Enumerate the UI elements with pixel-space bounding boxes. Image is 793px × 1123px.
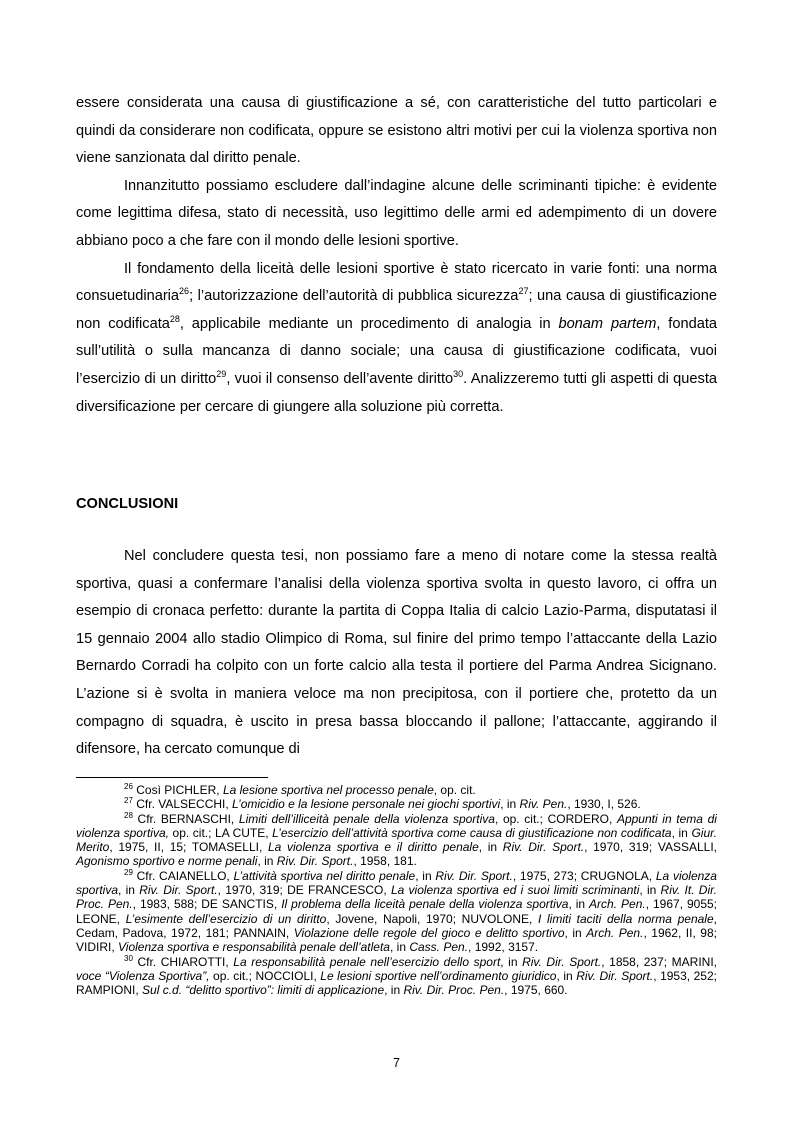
body-text bbox=[76, 90, 717, 421]
italic-run: bonam partem bbox=[558, 315, 657, 332]
italic-run: Riv. Dir. Proc. Pen. bbox=[403, 983, 505, 998]
italic-run: L’esercizio dell’attività sportiva come causa di giustificazione non codificata bbox=[272, 825, 672, 840]
footnote-number: 28 bbox=[124, 810, 133, 820]
italic-run: Giur. Merito bbox=[76, 825, 717, 855]
italic-run: Arch. Pen. bbox=[589, 897, 646, 912]
footnote-separator bbox=[76, 777, 268, 778]
footnote-26 bbox=[76, 783, 717, 797]
text-run: , in bbox=[639, 883, 661, 898]
footnote-number: 26 bbox=[124, 782, 133, 791]
text-run: , in bbox=[118, 883, 140, 898]
italic-run: I limiti taciti della norma penale bbox=[538, 911, 714, 926]
text-run: Cfr. CAIANELLO, bbox=[132, 868, 234, 883]
text-run: , in bbox=[415, 868, 436, 883]
text-run: , in bbox=[257, 854, 277, 869]
text-run: Cfr. BERNASCHI, bbox=[132, 811, 239, 826]
text-run: , 1992, 3157. bbox=[468, 940, 539, 955]
text-run: , applicabile mediante un procedimento di analogia in bbox=[179, 315, 559, 332]
footnote-ref-29[interactable]: 29 bbox=[216, 368, 227, 379]
italic-run: La responsabilità penale nell’esercizio dello sport bbox=[233, 954, 501, 969]
footnote-ref-27[interactable]: 27 bbox=[518, 286, 529, 297]
italic-run: L’attività sportiva nel diritto penale bbox=[233, 868, 416, 883]
footnotes bbox=[76, 783, 717, 997]
text-run: Cfr. VALSECCHI, bbox=[132, 797, 233, 812]
italic-run: Riv. Dir. Sport. bbox=[139, 883, 218, 898]
italic-run: La violenza sportiva ed i suoi limiti scriminanti bbox=[390, 883, 640, 898]
text-run: , 1975, II, 15; TOMASELLI, bbox=[109, 840, 268, 855]
conclusion-text bbox=[76, 543, 717, 764]
italic-run: Appunti in tema di violenza sportiva, bbox=[76, 811, 717, 840]
text-run: , 1970, 319; DE FRANCESCO, bbox=[217, 883, 391, 898]
text-run: , 1930, I, 526. bbox=[567, 797, 641, 812]
italic-run: Violenza sportiva e responsabilità penale dell’atleta bbox=[118, 940, 390, 955]
text-run: Così PICHLER, bbox=[132, 783, 223, 797]
text-run: , 1967, 9055; LEONE, bbox=[76, 897, 718, 926]
text-run: , 1975, 660. bbox=[504, 983, 568, 998]
text-run: , vuoi il consenso dell’avente diritto bbox=[226, 370, 454, 387]
text-run: , in bbox=[564, 925, 587, 940]
text-run: , 1958, 181. bbox=[353, 854, 417, 869]
italic-run: Riv. Dir. Sport. bbox=[502, 840, 585, 855]
footnote-ref-30[interactable]: 30 bbox=[453, 368, 464, 379]
footnote-29 bbox=[76, 869, 717, 955]
footnote-28 bbox=[76, 812, 717, 869]
italic-run: L’esimente dell’esercizio di un diritto bbox=[125, 911, 327, 926]
text-run: , 1962, II, 98; VIDIRI, bbox=[76, 925, 717, 955]
text-run: , in bbox=[478, 840, 503, 855]
text-run: ; l’autorizzazione dell’autorità di pubblica sicurezza bbox=[189, 288, 519, 305]
text-run: , 1970, 319; VASSALLI, bbox=[584, 840, 717, 855]
italic-run: L’omicidio e la lesione personale nei giochi sportivi bbox=[232, 797, 501, 812]
page-number: 7 bbox=[393, 1056, 400, 1070]
paragraph-2: Innanzitutto possiamo escludere dall’indagine alcune delle scriminanti tipiche: è evidente come legittima difesa, stato di necessità, uso legittimo delle armi ed adempimento di un dovere abbiano poco a che fare con il mondo delle lesioni sportive. bbox=[76, 177, 717, 249]
italic-run: Riv. Dir. Sport. bbox=[276, 854, 354, 869]
text-run: , op. cit. bbox=[433, 783, 476, 797]
italic-run: Il problema della liceità penale della violenza sportiva bbox=[281, 897, 569, 912]
text-run: op. cit.; LA CUTE, bbox=[168, 825, 273, 840]
footnote-ref-28[interactable]: 28 bbox=[169, 313, 180, 324]
text-run: , in bbox=[671, 825, 692, 840]
footnote-number: 27 bbox=[124, 796, 133, 806]
italic-run: La violenza sportiva e il diritto penale bbox=[267, 840, 479, 855]
text-run: , op. cit.; CORDERO, bbox=[494, 811, 617, 826]
text-run: Il fondamento della liceità delle lesioni sportive è stato ricercato in varie fonti: una norma consuetudinaria bbox=[76, 260, 717, 305]
text-run: , in bbox=[500, 797, 520, 812]
footnote-27 bbox=[76, 797, 717, 811]
italic-run: La violenza sportiva bbox=[76, 868, 717, 898]
italic-run: voce “Violenza Sportiva”, bbox=[76, 968, 210, 983]
text-run: , in bbox=[568, 897, 590, 912]
text-run: , in bbox=[389, 940, 410, 955]
text-run: . Analizzeremo tutti gli aspetti di questa diversificazione per cercare di giungere alla soluzione più corretta. bbox=[76, 370, 717, 415]
italic-run: Sul c.d. “delitto sportivo”: limiti di applicazione bbox=[142, 983, 385, 998]
italic-run: Riv. It. Dir. Proc. Pen. bbox=[76, 883, 718, 912]
italic-run: Riv. Dir. Sport. bbox=[435, 868, 513, 883]
text-run: , 1975, 273; CRUGNOLA, bbox=[512, 868, 656, 883]
section-heading: CONCLUSIONI bbox=[76, 496, 179, 512]
text-run: , 1953, 252; RAMPIONI, bbox=[76, 968, 717, 998]
footnote-number: 30 bbox=[124, 953, 133, 963]
italic-run: Riv. Pen. bbox=[519, 797, 568, 812]
text-run: , Jovene, Napoli, 1970; NUVOLONE, bbox=[326, 911, 539, 926]
footnote-30 bbox=[76, 955, 717, 998]
italic-run: Agonismo sportivo e norme penali bbox=[76, 854, 258, 869]
italic-run: Limiti dell’illiceità penale della violenza sportiva bbox=[238, 811, 495, 826]
text-run: , Cedam, Padova, 1972, 181; PANNAIN, bbox=[76, 911, 717, 940]
italic-run: Le lesioni sportive nell’ordinamento giuridico bbox=[320, 968, 557, 983]
text-run: , in bbox=[384, 983, 404, 998]
italic-run: La lesione sportiva nel processo penale bbox=[222, 783, 434, 797]
text-run: ; una causa di giustificazione non codificata bbox=[76, 288, 718, 332]
italic-run: Violazione delle regole del gioco e delitto sportivo bbox=[293, 925, 565, 940]
text-run: Cfr. CHIAROTTI, bbox=[132, 954, 234, 969]
paragraph-3 bbox=[76, 256, 717, 422]
conclusion-paragraph: Nel concludere questa tesi, non possiamo fare a meno di notare come la stessa realtà sportiva, quasi a confermare l’analisi della violenza sportiva svolta in questo lavoro, ci offra un esempio di cronaca perfetto: durante la partita di Coppa Italia di calcio Lazio-Parma, disputatasi il 15 gennaio 2004 allo stadio Olimpico di Roma, sul finire del primo tempo l’attaccante della Lazio Bernardo Corradi ha colpito con un forte calcio alla testa il portiere del Parma Andrea Sicignano. L’azione si è svolta in maniera veloce ma non precipitosa, con il portiere che, protetto da un compagno di squadra, è uscito in presa bassa bloccando il pallone; l’attaccante, aggirando il difensore, ha cercato comunque di bbox=[76, 548, 717, 758]
italic-run: Arch. Pen. bbox=[586, 925, 644, 940]
text-run: , in bbox=[500, 954, 523, 969]
text-run: , in bbox=[556, 968, 577, 983]
italic-run: Riv. Dir. Sport. bbox=[522, 954, 602, 969]
text-run: , fondata sull’utilità o sulla mancanza di danno sociale; una causa di giustificazione codificata, vuoi l’esercizio di un diritto bbox=[76, 315, 717, 387]
italic-run: Cass. Pen. bbox=[409, 940, 469, 955]
text-run: op. cit.; NOCCIOLI, bbox=[209, 968, 321, 983]
italic-run: Riv. Dir. Sport. bbox=[576, 968, 654, 983]
text-run: , 1983, 588; DE SANCTIS, bbox=[132, 897, 282, 912]
footnote-number: 29 bbox=[124, 867, 133, 877]
paragraph-1: essere considerata una causa di giustificazione a sé, con caratteristiche del tutto particolari e quindi da considerare non codificata, oppure se esistono altri motivi per cui la violenza sportiva non viene sanzionata dal diritto penale. bbox=[76, 95, 717, 167]
text-run: , 1858, 237; MARINI, bbox=[601, 954, 718, 969]
footnote-ref-26[interactable]: 26 bbox=[179, 286, 190, 297]
